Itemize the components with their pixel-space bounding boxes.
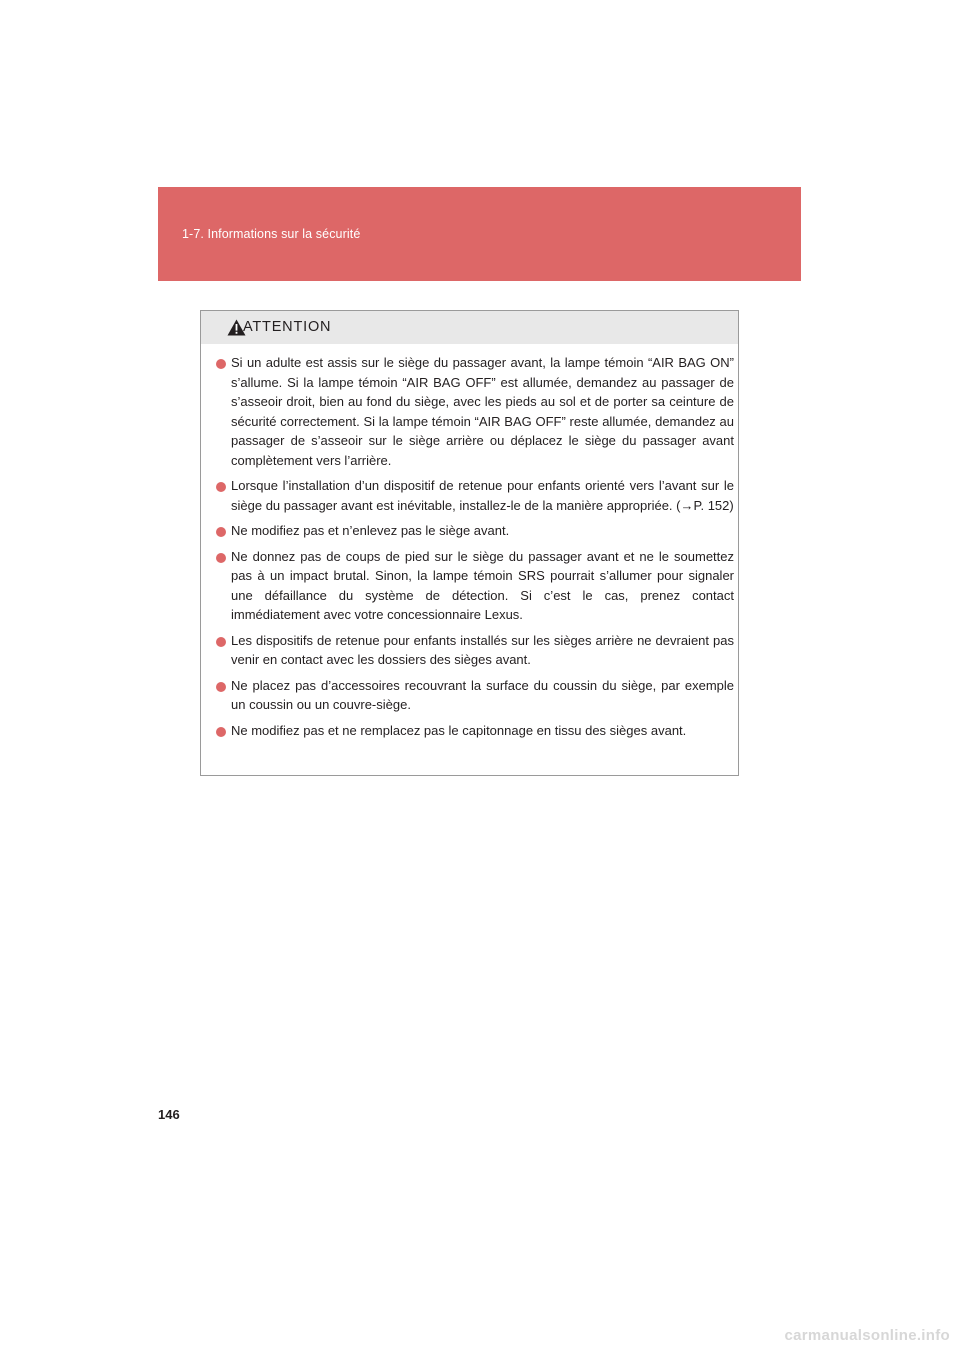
warning-item-text: Ne donnez pas de coups de pied sur le siège du passager avant et ne le soumettez pas à un impact brutal. Sinon, la lampe témoin SRS pourrait s’allumer pour signaler une défaillance du système de détection. Si c’est le cas, prenez contact immédiatement avec votre concessionnaire Lexus. (231, 548, 734, 622)
warning-header (201, 311, 738, 344)
page-number: 146 (158, 1107, 180, 1122)
bullet-dot-icon (216, 637, 226, 647)
warning-item (216, 353, 734, 470)
warning-item-text: Les dispositifs de retenue pour enfants installés sur les sièges arrière ne devraient pas venir en contact avec les dossiers des sièges avant. (231, 632, 734, 667)
warning-item (216, 721, 734, 741)
warning-item (216, 547, 734, 625)
bullet-dot-icon (216, 359, 226, 369)
watermark: carmanualsonline.info (784, 1327, 950, 1344)
bullet-dot-icon (216, 727, 226, 737)
section-header-band (158, 187, 801, 281)
warning-box (200, 310, 739, 776)
warning-item (216, 631, 734, 670)
bullet-dot-icon (216, 682, 226, 692)
section-title: 1-7. Informations sur la sécurité (182, 227, 361, 241)
warning-item-text: Ne placez pas d’accessoires recouvrant la surface du coussin du siège, par exemple un coussin ou un couvre-siège. (231, 677, 734, 712)
bullet-dot-icon (216, 553, 226, 563)
warning-title: ATTENTION (243, 319, 332, 335)
bullet-dot-icon (216, 482, 226, 492)
warning-item-text: Si un adulte est assis sur le siège du passager avant, la lampe témoin “AIR BAG ON” s’allume. Si la lampe témoin “AIR BAG OFF” est allumée, demandez au passager de s’asseoir droit, bien au fond du siège, avec les pieds au sol et de porter sa ceinture de sécurité correctement. Si la lampe témoin “AIR BAG OFF” reste allumée, demandez au passager de s’asseoir sur le siège arrière ou déplacez le siège du passager avant complètement vers l’arrière. (231, 355, 734, 468)
warning-item (216, 676, 734, 715)
bullet-dot-icon (216, 527, 226, 537)
warning-list (201, 344, 738, 740)
warning-item-text: Ne modifiez pas et n’enlevez pas le siège avant. (231, 523, 510, 538)
warning-item (216, 521, 734, 541)
warning-item (216, 476, 734, 515)
warning-item-text: Lorsque l’installation d’un dispositif de retenue pour enfants orienté vers l’avant sur le siège du passager avant est inévitable, installez-le de la manière appropriée. (→P. 152) (231, 478, 734, 513)
warning-item-text: Ne modifiez pas et ne remplacez pas le capitonnage en tissu des sièges avant. (231, 722, 687, 738)
